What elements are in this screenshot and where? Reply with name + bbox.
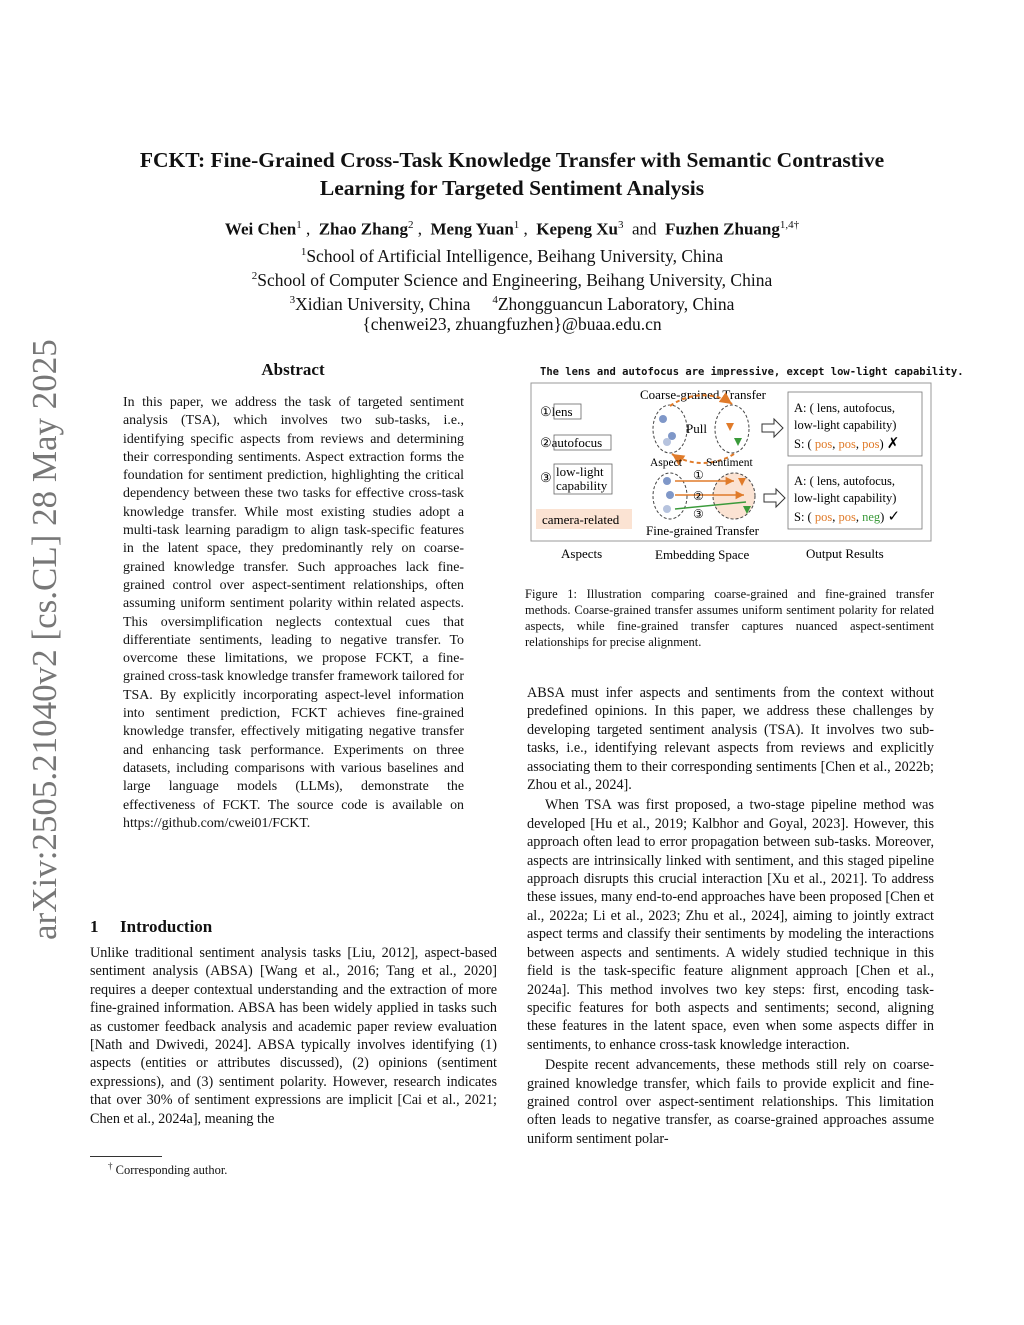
intro-paragraph-4: Despite recent advancements, these methods still rely on coarse-grained knowledge transfer, which fails to provide explicit and fine-grained control over aspect-sentiment relationships. This limitation often leads to negative transfer, as coarse-grained approaches assume uniform sentiment polar- <box>527 1057 934 1147</box>
author-list: Wei Chen$^1$ , Zhao Zhang$^2$ , Meng Yuan$^1$ , Kepeng Xu$^3$ and Fuzhen Zhuang$^{1,4\dagger}$ <box>224 219 800 239</box>
arxiv-identifier: arXiv:2505.21040v2 [cs.CL] 28 May 2025 <box>25 339 64 940</box>
sentiment-point <box>726 423 734 431</box>
section-heading-introduction <box>90 917 212 937</box>
sentiment-point <box>734 438 742 446</box>
footnote <box>108 1161 227 1178</box>
affil-text: Zhongguancun Laboratory, China <box>497 293 735 314</box>
aspect-axis-label: Aspect <box>650 457 682 469</box>
cross-icon: ✗ <box>886 436 900 452</box>
aspect-item-capability: capability <box>556 478 608 493</box>
author-affil-sup: 1 <box>296 219 302 231</box>
affil-sup: 3 <box>289 294 296 306</box>
aspect-point <box>663 438 671 446</box>
footnote-divider <box>90 1156 162 1157</box>
bottom-label-aspects: Aspects <box>561 546 603 561</box>
affil-sup: 2 <box>251 270 258 282</box>
author-name: Zhao Zhang <box>318 219 408 239</box>
author-name: Fuzhen Zhuang <box>665 219 780 239</box>
output-coarse-aspects-1: A: ( lens, autofocus, <box>794 401 896 415</box>
figure-example-sentence: The lens and autofocus are impressive, except low-light capability. <box>540 366 964 378</box>
abstract-body: In this paper, we address the task of targeted sentiment analysis (TSA), which involves two sub-tasks, i.e., identifying specific aspects from reviews and determining their corresponding sentiments. Aspect extraction forms the foundation for sentiment prediction, highlighting the critical dependency between these two tasks for effective cross-task knowledge transfer. While most existing studies adopt a multi-task learning paradigm to align task-specific features in the latent space, they predominantly rely on coarse-grained knowledge transfer. Such approaches lack fine-grained control over aspect-sentiment relationships, often assuming uniform sentiment polarity within related aspects. This oversimplification neglects contextual cues that differentiate sentiments, leading to negative transfer. To overcome these limitations, we propose FCKT, a fine-grained cross-task knowledge transfer framework tailored for TSA. By explicitly incorporating aspect-level information into sentiment prediction, FCKT achieves fine-grained knowledge transfer, effectively mitigating negative transfer and enhancing task performance. Experiments on three datasets, including comparisons with various baselines and large language models (LLMs), demonstrate the effectiveness of FCKT. The source code is available on https://github.com/cwei01/FCKT. <box>123 395 464 831</box>
output-fine-aspects-1: A: ( lens, autofocus, <box>794 474 896 488</box>
author-affil-sup: 3 <box>618 219 624 231</box>
output-coarse-aspects-2: low-light capability) <box>794 418 897 432</box>
circled-2: ② <box>693 489 704 503</box>
authors-and: and <box>632 219 657 239</box>
output-fine-aspects-2: low-light capability) <box>794 491 897 505</box>
aspect-point <box>663 505 671 513</box>
title-line-2: Learning for Targeted Sentiment Analysis <box>319 176 705 200</box>
author-affil-sup: 2 <box>408 219 414 231</box>
intro-paragraph-3: When TSA was first proposed, a two-stage pipeline method was developed [Hu et al., 2019; Kalbhor and Goyal, 2023]. However, this approach often lead to error propagation between sub-tasks. Moreover, aspects are intrinsically linked with sentiment, and this staged pipeline approach disrupts this crucial interaction [Xu et al., 2021]. To address these issues, many end-to-end approaches have been proposed [Chen et al., 2022a; Li et al., 2023; Zhu et al., 2024], aiming to jointly extract aspect terms and classify their sentiments by modeling the interactions between aspects and sentiments. A widely studied technique in this field is the task-specific feature alignment approach [Chen et al., 2024a]. This method involves two key steps: first, encoding task-specific features for both aspects and sentiments; second, aligning these features in the latent space, even when some aspects differ in sentiments, to enhance cross-task knowledge interaction. <box>527 797 934 1053</box>
coarse-grained-label: Coarse-grained Transfer <box>640 387 766 402</box>
bottom-label-embedding-space: Embedding Space <box>655 547 750 562</box>
intro-paragraph-2: ABSA must infer aspects and sentiments from the context without predefined opinions. In this paper, we address these challenges by developing targeted sentiment analysis (TSA). It involves two sub-tasks, i.e., identifying relevant aspects from reviews and explicitly associating them to their corresponding sentiments [Chen et al., 2022b; Zhou et al., 2024]. <box>527 685 934 794</box>
author-name: Meng Yuan <box>430 219 514 239</box>
output-fine-sentiments: S: ( pos, pos, neg) ✓ <box>794 509 901 525</box>
aspect-point <box>663 477 671 485</box>
figure-1-caption: Figure 1: Illustration comparing coarse-grained and fine-grained transfer methods. Coarse-grained transfer assumes uniform sentiment polarity for related aspects, while fine-grained transfer captures nuanced aspect-sentiment relationships for precise alignment. <box>525 587 934 649</box>
intro-paragraph-1: Unlike traditional sentiment analysis tasks [Liu, 2012], aspect-based sentiment analysis (ABSA) [Wang et al., 2016; Tang et al., 2020] requires a deeper contextual understanding and the extraction of more fine-grained information. ABSA has been widely applied in tasks such as customer feedback analysis and academic paper review evaluation [Nath and Dwivedi, 2024]. ABSA typically involves identifying (1) aspects (entities or attributes discussed), (2) opinions (sentiment expressions), and (3) sentiment polarity. However, research indicates that over 30% of sentiment expressions are implicit [Cai et al., 2021; Chen et al., 2024a], meaning the <box>90 945 497 1127</box>
aspect-point <box>659 415 667 423</box>
sentiment-cluster <box>715 405 749 453</box>
title-line-1: FCKT: Fine-Grained Cross-Task Knowledge Transfer with Semantic Contrastive <box>139 148 885 172</box>
check-icon: ✓ <box>887 509 901 525</box>
bottom-label-output-results: Output Results <box>806 546 884 561</box>
author-name: Kepeng Xu <box>536 219 619 239</box>
sentiment-axis-label: Sentiment <box>706 457 753 469</box>
affil-text: Xidian University, China <box>295 293 471 314</box>
footnote-text: Corresponding author. <box>115 1163 228 1178</box>
figure-1-diagram <box>530 382 934 564</box>
affil-sup: 4 <box>492 294 498 306</box>
output-arrow-icon <box>762 419 783 437</box>
fine-grained-label: Fine-grained Transfer <box>646 523 760 538</box>
output-arrow-icon <box>764 489 785 507</box>
abstract-heading: Abstract <box>261 360 325 379</box>
circled-1: ① <box>693 468 704 482</box>
section-title: Introduction <box>120 917 213 936</box>
aspect-item-circled-3: ③ <box>540 470 552 485</box>
author-affil-sup: 1 <box>513 219 520 231</box>
output-coarse-sentiments: S: ( pos, pos, pos) ✗ <box>794 436 900 452</box>
paper-title <box>60 146 964 202</box>
aspect-point <box>666 491 674 499</box>
aspect-item-autofocus: ②autofocus <box>540 435 603 450</box>
affil-text: School of Artificial Intelligence, Beihang University, China <box>306 245 724 266</box>
footnote-mark: † <box>108 1161 113 1171</box>
author-name: Wei Chen <box>224 219 297 239</box>
sentiment-cluster <box>713 473 755 519</box>
contact-email: {chenwei23, zhuangfuzhen}@buaa.edu.cn <box>362 314 662 334</box>
aspect-item-low-light: low-light <box>556 464 604 479</box>
aspect-item-lens: ①lens <box>540 404 573 419</box>
aspect-cluster <box>653 405 687 453</box>
right-column-text <box>527 684 934 1148</box>
pull-label: Pull <box>686 421 707 436</box>
author-affil-sup: 1,4† <box>779 219 800 231</box>
affil-text: School of Computer Science and Engineering, Beihang University, China <box>257 269 773 290</box>
circled-3: ③ <box>693 507 704 521</box>
aspect-group-camera-related: camera-related <box>542 512 620 527</box>
section-number: 1 <box>90 917 99 936</box>
affil-sup: 1 <box>300 246 307 258</box>
